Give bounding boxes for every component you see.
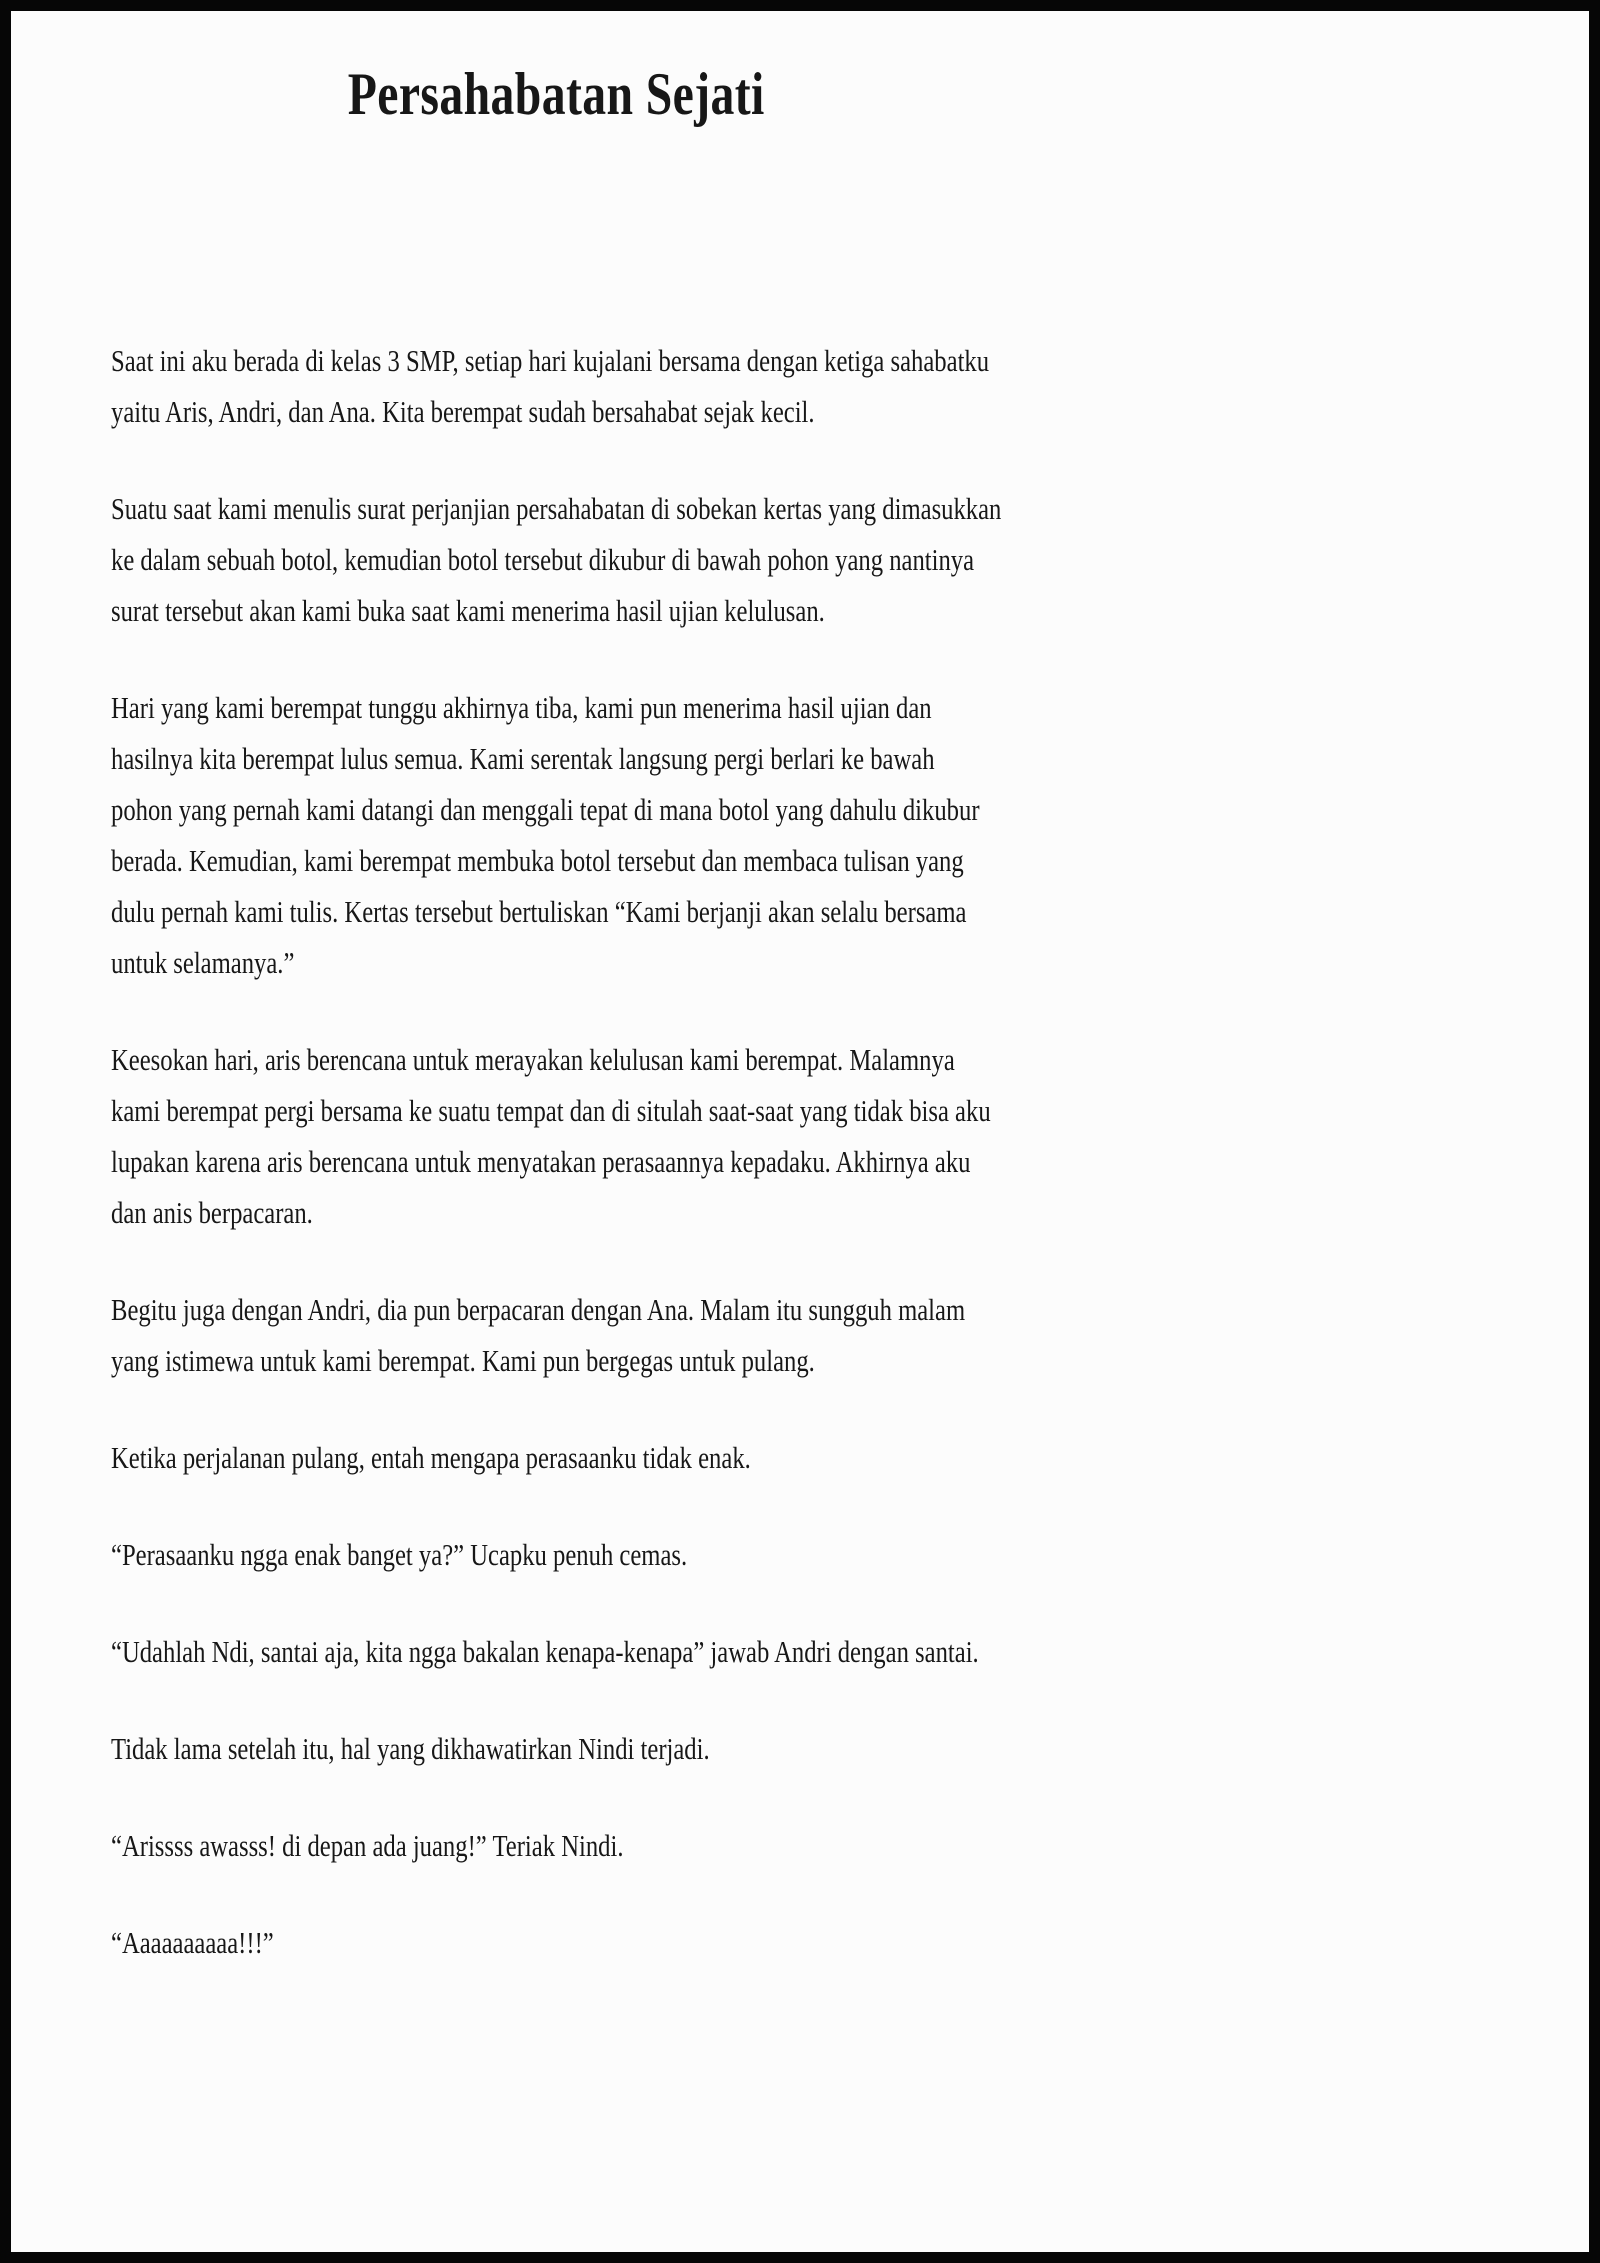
paragraph-4: Keesokan hari, aris berencana untuk merayakan kelulusan kami berempat. Malamnya kami berempat pergi bersama ke suatu tempat dan di situlah saat-saat yang tidak bisa aku lupakan karena aris berencana untuk menyatakan perasaannya kepadaku. Akhirnya aku dan anis berpacaran. bbox=[111, 1042, 991, 1230]
paragraph-9: Tidak lama setelah itu, hal yang dikhawatirkan Nindi terjadi. bbox=[111, 1731, 710, 1766]
paragraph-5: Begitu juga dengan Andri, dia pun berpacaran dengan Ana. Malam itu sungguh malam yang istimewa untuk kami berempat. Kami pun bergegas untuk pulang. bbox=[111, 1292, 966, 1378]
paragraph-1: Saat ini aku berada di kelas 3 SMP, setiap hari kujalani bersama dengan ketiga sahabatku yaitu Aris, Andri, dan Ana. Kita berempat sudah bersahabat sejak kecil. bbox=[111, 343, 990, 429]
paragraph-2: Suatu saat kami menulis surat perjanjian persahabatan di sobekan kertas yang dimasukkan ke dalam sebuah botol, kemudian botol tersebut dikubur di bawah pohon yang nantinya surat tersebut akan kami buka saat kami menerima hasil ujian kelulusan. bbox=[111, 491, 1002, 628]
paragraph-8: “Udahlah Ndi, santai aja, kita ngga bakalan kenapa-kenapa” jawab Andri dengan santai. bbox=[111, 1634, 979, 1669]
paragraph-7: “Perasaanku ngga enak banget ya?” Ucapku penuh cemas. bbox=[111, 1537, 688, 1572]
document-title: Persahabatan Sejati bbox=[347, 61, 765, 127]
paragraph-10: “Arissss awasss! di depan ada juang!” Teriak Nindi. bbox=[111, 1828, 624, 1863]
paragraph-6: Ketika perjalanan pulang, entah mengapa perasaanku tidak enak. bbox=[111, 1440, 751, 1475]
paragraph-3: Hari yang kami berempat tunggu akhirnya tiba, kami pun menerima hasil ujian dan hasilnya kita berempat lulus semua. Kami serentak langsung pergi berlari ke bawah pohon yang pernah kami datangi dan menggali tepat di mana botol yang dahulu dikubur berada. Kemudian, kami berempat membuka botol tersebut dan membaca tulisan yang dulu pernah kami tulis. Kertas tersebut bertuliskan “Kami berjanji akan selalu bersama untuk selamanya.” bbox=[111, 690, 980, 980]
paragraph-11: “Aaaaaaaaaa!!!” bbox=[111, 1925, 274, 1960]
document-content bbox=[111, 61, 1001, 2014]
